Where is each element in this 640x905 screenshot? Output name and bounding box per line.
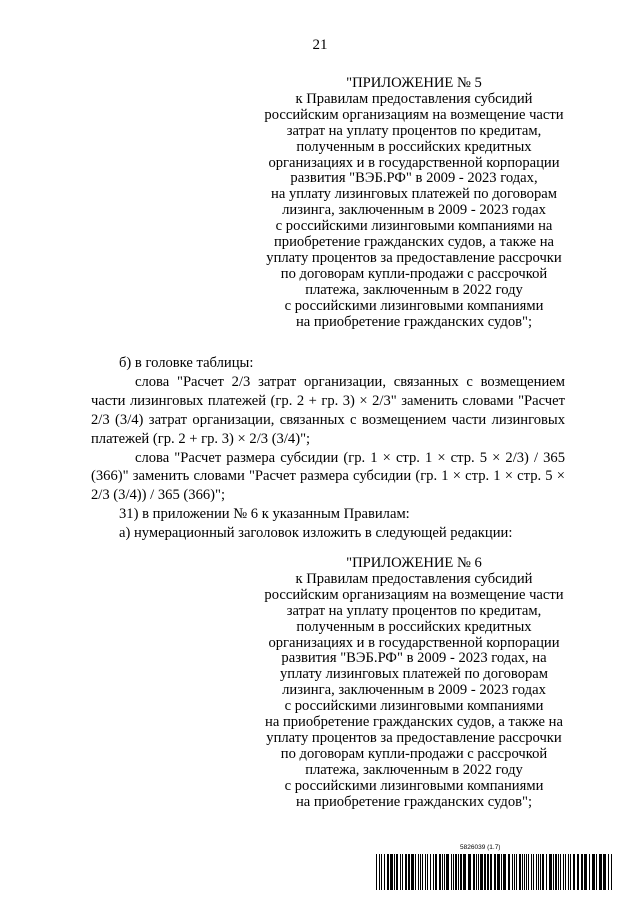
appendix-line: организациях и в государственной корпорации: [268, 154, 560, 171]
appendix-line: полученным в российских кредитных: [296, 138, 532, 155]
barcode-bar: [487, 854, 489, 890]
barcode-bar: [549, 854, 552, 890]
barcode-bar: [400, 854, 401, 890]
barcode-bar: [584, 854, 587, 890]
barcode-bar: [468, 854, 471, 890]
barcode-bar: [473, 854, 475, 890]
barcode-bar: [542, 854, 544, 890]
barcode-label: 5826039 (1.7): [460, 844, 501, 851]
barcode-bar: [519, 854, 521, 890]
barcode-bar: [478, 854, 479, 890]
appendix-line: лизинга, заключенным в 2009 - 2023 годах: [282, 202, 546, 219]
appendix-6-header: [248, 556, 580, 811]
barcode-bar: [589, 854, 590, 890]
barcode-bar: [384, 854, 385, 890]
appendix-line: лизинга, заключенным в 2009 - 2023 годах: [282, 682, 546, 699]
barcode-bar: [514, 854, 515, 890]
barcode-bar: [411, 854, 414, 890]
appendix-line: российским организациям на возмещение части: [264, 586, 564, 603]
barcode-bar: [577, 854, 579, 890]
barcode-bar: [560, 854, 561, 890]
paragraph-item-a: а) нумерационный заголовок изложить в следующей редакции:: [119, 525, 513, 542]
barcode-bar: [460, 854, 462, 890]
barcode-bar: [418, 854, 419, 890]
appendix-line: к Правилам предоставления субсидий: [295, 90, 533, 107]
barcode-bar: [379, 854, 380, 890]
barcode-bar: [538, 854, 539, 890]
barcode-bar: [451, 854, 452, 890]
paragraph-item-31: 31) в приложении № 6 к указанным Правилам:: [119, 506, 410, 523]
barcode-bar: [536, 854, 537, 890]
appendix-5-header: [248, 76, 580, 331]
appendix-line: платежа, заключенным в 2022 году: [305, 281, 523, 298]
appendix-line: по договорам купли-продажи с рассрочкой: [280, 265, 548, 282]
barcode-bar: [501, 854, 502, 890]
barcode-bar: [497, 854, 500, 890]
barcode-bar: [570, 854, 571, 890]
appendix-line: с российскими лизинговыми компаниями: [284, 297, 544, 314]
barcode-bar: [405, 854, 407, 890]
barcode-bar: [446, 854, 449, 890]
appendix-line: "ПРИЛОЖЕНИЕ № 5: [346, 75, 482, 91]
barcode-bar: [376, 854, 377, 890]
barcode-bar: [528, 854, 529, 890]
appendix-line: с российскими лизинговыми компаниями на: [275, 218, 553, 235]
appendix-line: с российскими лизинговыми компаниями: [284, 777, 544, 794]
barcode-bar: [402, 854, 403, 890]
document-barcode: [376, 844, 612, 890]
appendix-line: на приобретение гражданских судов";: [295, 313, 533, 330]
appendix-line: на уплату лизинговых платежей по договорам: [271, 186, 557, 203]
barcode-bar: [415, 854, 416, 890]
appendix-line: по договорам купли-продажи с рассрочкой: [280, 745, 548, 762]
appendix-line: "ПРИЛОЖЕНИЕ № 6: [346, 555, 482, 571]
barcode-bar: [435, 854, 437, 890]
paragraph-replace-words-1: слова "Расчет 2/3 затрат организации, связанных с возмещением части лизинговых платежей (гр. 2 + гр. 3) × 2/3" заменить словами "Расчет 2/3 (3/4) затрат организации, связанных с возмещением части лизинговых платежей (гр. 2 + гр. 3) × 2/3 (3/4)";: [91, 373, 565, 447]
appendix-line: на приобретение гражданских судов";: [295, 793, 533, 810]
appendix-line: уплату лизинговых платежей по договорам: [279, 666, 549, 683]
barcode-bar: [599, 854, 602, 890]
barcode-bar: [608, 854, 609, 890]
barcode-bar: [503, 854, 506, 890]
barcode-bar: [516, 854, 517, 890]
barcode-bar: [427, 854, 428, 890]
barcode-bar: [476, 854, 477, 890]
barcode-bar: [390, 854, 393, 890]
barcode-bar: [533, 854, 534, 890]
document-body: [91, 354, 565, 543]
appendix-line: полученным в российских кредитных: [296, 618, 532, 635]
appendix-line: приобретение гражданских судов, а также на: [273, 234, 555, 251]
barcode-bar: [531, 854, 532, 890]
barcode-bar: [408, 854, 410, 890]
barcode-bar: [396, 854, 398, 890]
barcode-bar: [568, 854, 569, 890]
appendix-line: платежа, заключенным в 2022 году: [305, 761, 523, 778]
barcode-bar: [494, 854, 496, 890]
barcode-bar: [394, 854, 395, 890]
barcode-bar: [463, 854, 466, 890]
barcode-bar: [484, 854, 486, 890]
barcode-bar: [381, 854, 382, 890]
barcode-bar: [387, 854, 389, 890]
appendix-line: на приобретение гражданских судов, а также на: [265, 714, 563, 731]
barcode-bar: [553, 854, 554, 890]
barcode-bar: [565, 854, 566, 890]
barcode-bar: [508, 854, 510, 890]
barcode-bar: [420, 854, 421, 890]
barcode-bar: [558, 854, 559, 890]
barcode-bar: [453, 854, 454, 890]
appendix-line: затрат на уплату процентов по кредитам,: [286, 122, 542, 139]
barcode-bar: [581, 854, 583, 890]
barcode-bar: [512, 854, 513, 890]
barcode-bar: [540, 854, 541, 890]
barcode-bar: [425, 854, 426, 890]
appendix-line: российским организациям на возмещение части: [264, 106, 564, 123]
appendix-line: развития "ВЭБ.РФ" в 2009 - 2023 годах, на: [281, 650, 547, 667]
barcode-bar: [563, 854, 564, 890]
barcode-bar: [546, 854, 547, 890]
page-number: 21: [312, 37, 328, 53]
paragraph-replace-words-2: слова "Расчет размера субсидии (гр. 1 × стр. 1 × стр. 5 × 2/3) / 365 (366)" заменить словами "Расчет размера субсидии (гр. 1 × стр. 1 × стр. 5 × 2/3 (3/4)) / 365 (366)";: [91, 449, 565, 504]
appendix-line: с российскими лизинговыми компаниями: [284, 698, 544, 715]
barcode-bar: [480, 854, 483, 890]
appendix-line: развития "ВЭБ.РФ" в 2009 - 2023 годах,: [290, 170, 538, 187]
appendix-line: затрат на уплату процентов по кредитам,: [286, 602, 542, 619]
barcode-bar: [611, 854, 612, 890]
appendix-line: уплату процентов за предоставление рассрочки: [266, 249, 562, 266]
barcode-bar: [603, 854, 606, 890]
barcode-bar: [573, 854, 575, 890]
paragraph-table-header: б) в головке таблицы:: [119, 355, 254, 371]
barcode-bar: [433, 854, 434, 890]
barcode-bar: [526, 854, 527, 890]
barcode-bar: [422, 854, 423, 890]
barcode-bar: [592, 854, 595, 890]
barcode-bar: [555, 854, 557, 890]
appendix-line: организациях и в государственной корпорации: [268, 634, 560, 651]
barcode-icon: [376, 854, 612, 890]
barcode-bar: [458, 854, 459, 890]
barcode-bar: [490, 854, 492, 890]
barcode-bar: [522, 854, 523, 890]
barcode-bar: [524, 854, 525, 890]
barcode-bar: [430, 854, 431, 890]
barcode-bar: [442, 854, 443, 890]
barcode-bar: [444, 854, 445, 890]
appendix-line: уплату процентов за предоставление рассрочки: [266, 729, 562, 746]
barcode-bar: [455, 854, 457, 890]
appendix-line: к Правилам предоставления субсидий: [295, 570, 533, 587]
barcode-bar: [439, 854, 441, 890]
barcode-bar: [596, 854, 597, 890]
